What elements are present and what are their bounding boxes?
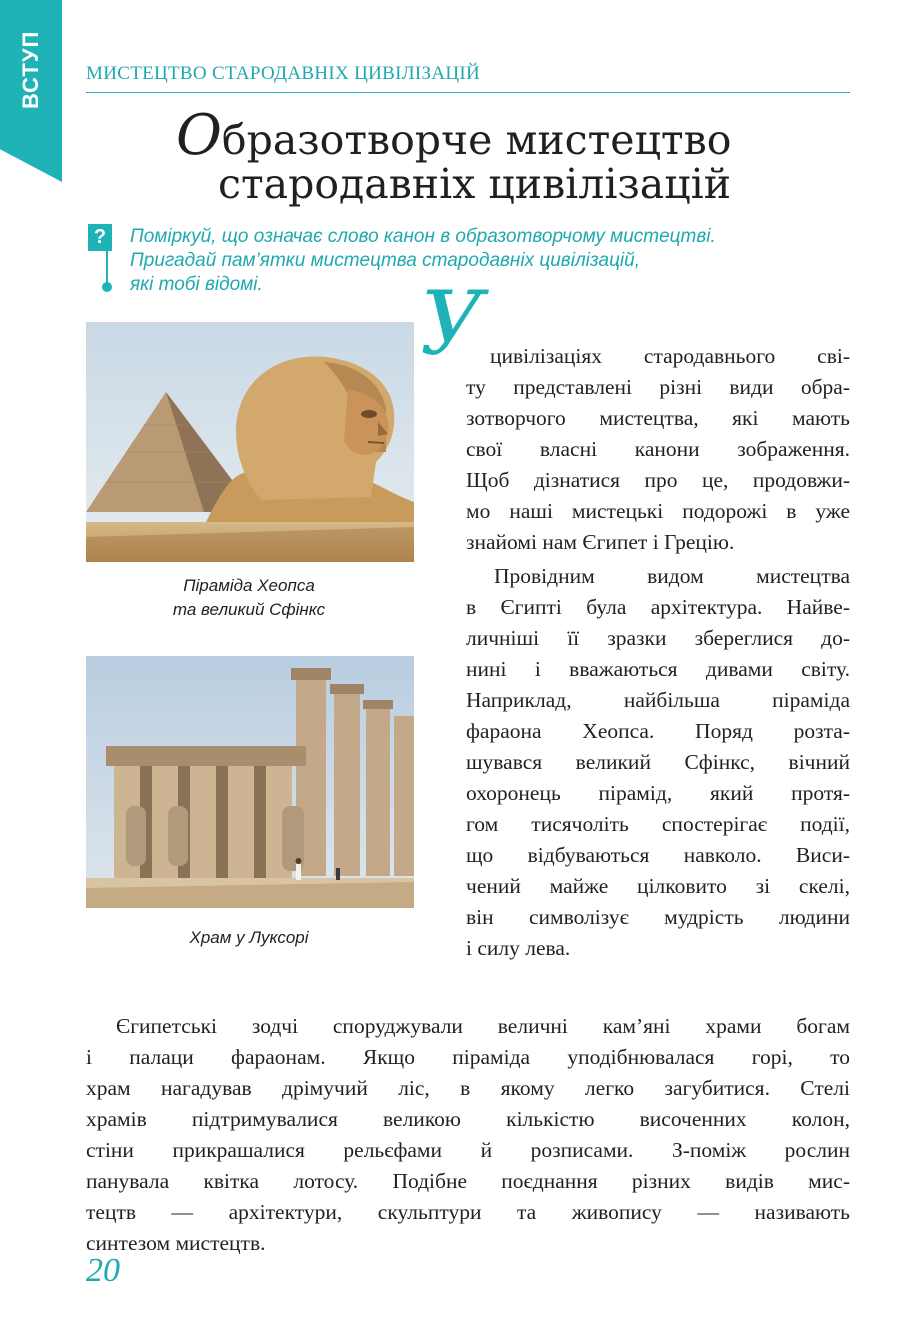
text-line: він символізує мудрість людини bbox=[466, 905, 850, 929]
text-line: стіни прикрашалися рельєфами й розписами. З-поміж рослин bbox=[86, 1138, 850, 1162]
text-line: що відбуваються навколо. Виси- bbox=[466, 843, 850, 867]
question-marker-dot bbox=[102, 282, 112, 292]
caption-line: та великий Сфінкс bbox=[172, 600, 326, 619]
page-title-line2: стародавніх цивілізацій bbox=[218, 160, 732, 208]
text-line: Єгипетські зодчі споруджували величні кам’яні храми богам bbox=[116, 1014, 850, 1038]
question-line: Поміркуй, що означає слово канон в образотворчому мистецтві. bbox=[130, 226, 716, 247]
text-line: охоронець пірамід, який протя- bbox=[466, 781, 850, 805]
text-line: Провідним видом мистецтва bbox=[494, 564, 850, 588]
text-line: тецтв — архітектури, скульптури та живопису — називають bbox=[86, 1200, 850, 1224]
text-line: чений майже цілковито зі скелі, bbox=[466, 874, 850, 898]
caption-line: Храм у Луксорі bbox=[189, 928, 309, 947]
section-tab-label: ВСТУП bbox=[18, 30, 43, 110]
text-line: храм нагадував дрімучий ліс, в якому легко загубитися. Стелі bbox=[86, 1076, 850, 1100]
text-line: в Єгипті була архітектура. Найве- bbox=[466, 595, 850, 619]
text-line: храмів підтримувалися великою кількістю височенних колон, bbox=[86, 1107, 850, 1131]
text-line: знайомі нам Єгипет і Грецію. bbox=[466, 530, 735, 554]
question-line: Пригадай пам’ятки мистецтва стародавніх цивілізацій, bbox=[130, 250, 641, 271]
text-line: і палаци фараонам. Якщо піраміда уподібнювалася горі, то bbox=[86, 1045, 850, 1069]
header-rule bbox=[86, 92, 850, 93]
text-line: мо наші мистецькі подорожі в уже bbox=[466, 499, 850, 523]
title-initial: О bbox=[176, 103, 222, 168]
text-line: цивілізаціях стародавнього сві- bbox=[490, 344, 850, 368]
figure-caption bbox=[84, 574, 414, 622]
drop-cap: У bbox=[420, 272, 484, 375]
running-header: МИСТЕЦТВО СТАРОДАВНІХ ЦИВІЛІЗАЦІЙ bbox=[86, 63, 481, 84]
text-line: гом тисячоліть спостерігає події, bbox=[466, 812, 850, 836]
question-line: які тобі відомі. bbox=[130, 274, 263, 295]
text-line: нині і вважаються дивами світу. bbox=[466, 657, 850, 681]
page-title-line1 bbox=[176, 103, 732, 168]
text-line: синтезом мистецтв. bbox=[86, 1231, 266, 1255]
caption-line: Піраміда Хеопса bbox=[183, 576, 315, 595]
title-line1-text: бразотворче мистецтво bbox=[221, 116, 732, 164]
text-line: Щоб дізнатися про це, продовжи- bbox=[466, 468, 850, 492]
figure-caption bbox=[84, 926, 414, 950]
text-line: свої власні канони зображення. bbox=[466, 437, 850, 461]
text-line: фараона Хеопса. Поряд розта- bbox=[466, 719, 850, 743]
text-line: шувався великий Сфінкс, вічний bbox=[466, 750, 850, 774]
text-line: Наприклад, найбільша піраміда bbox=[466, 688, 850, 712]
text-line: зотворчого мистецтва, які мають bbox=[466, 406, 850, 430]
page-number: 20 bbox=[86, 1252, 120, 1289]
luxor-temple-photo bbox=[86, 656, 414, 908]
text-line: і силу лева. bbox=[466, 936, 571, 960]
question-icon: ? bbox=[88, 224, 112, 251]
text-line: панувала квітка лотосу. Подібне поєднання різних видів мис- bbox=[86, 1169, 850, 1193]
text-line: ту представлені різні види обра- bbox=[466, 375, 850, 399]
question-marker-line bbox=[106, 251, 108, 285]
text-line: личніші її зразки збереглися до- bbox=[466, 626, 850, 650]
pyramid-sphinx-photo bbox=[86, 322, 414, 562]
